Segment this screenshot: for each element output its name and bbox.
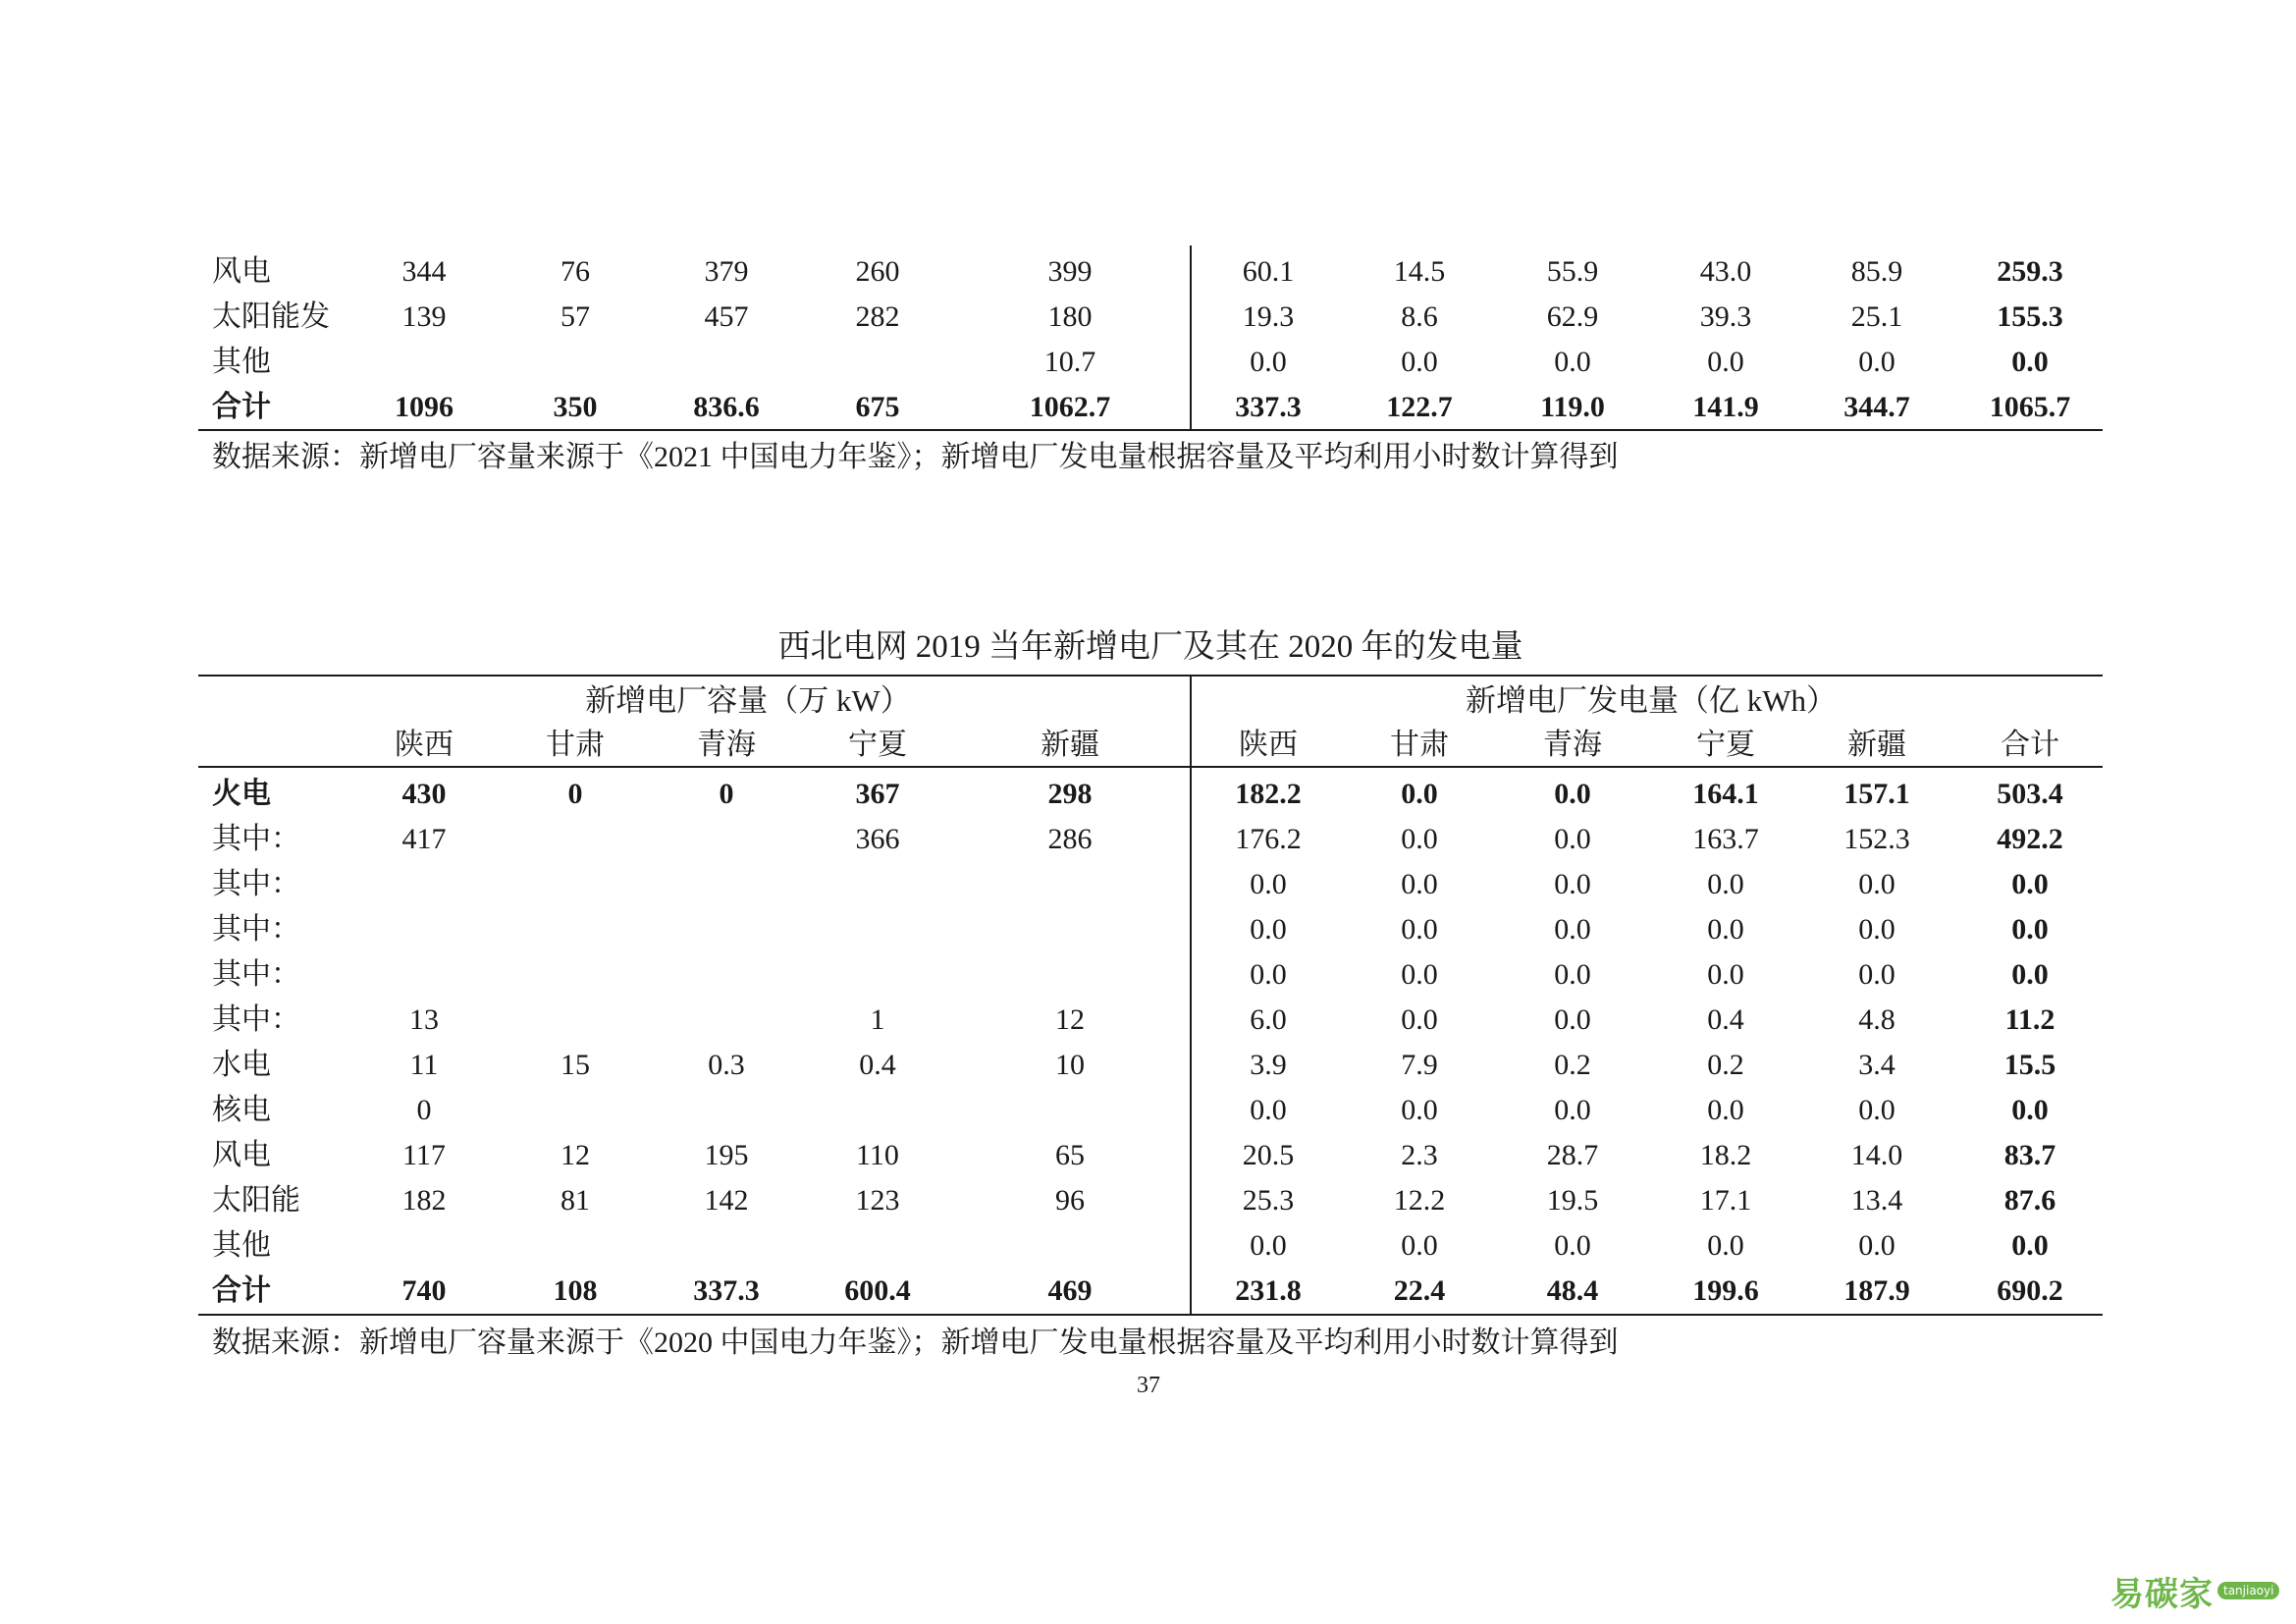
total-cell: 155.3 [1997,300,2063,333]
generation-cell: 119.0 [1540,391,1605,423]
row-label: 火电 [212,778,271,810]
capacity-column-header: 宁夏 [848,729,907,761]
capacity-cell: 117 [402,1139,446,1171]
generation-column-header: 合计 [2001,729,2059,761]
table-2 [198,772,2103,1314]
generation-cell: 28.7 [1546,1139,1599,1171]
row-label: 太阳能 [212,1184,300,1217]
capacity-cell [507,907,644,952]
watermark-text: 易碳家 [2110,1574,2214,1614]
watermark-logo [2110,1567,2279,1614]
capacity-cell: 344 [401,255,447,288]
page-number: 37 [1137,1373,1160,1398]
table-row [198,907,2103,952]
capacity-cell [1001,1223,1139,1269]
generation-cell: 19.3 [1242,300,1295,333]
generation-cell: 2.3 [1401,1139,1438,1171]
capacity-cell [809,1223,946,1269]
generation-cell: 0.0 [1401,1003,1438,1036]
total-cell: 0.0 [2011,346,2049,378]
generation-cell: 8.6 [1401,300,1438,333]
capacity-cell: 12 [1055,1003,1085,1036]
capacity-cell: 13 [409,1003,439,1036]
table-2-source-note: 数据来源：新增电厂容量来源于《2020 中国电力年鉴》；新增电厂发电量根据容量及平均利用小时数计算得到 [212,1326,1619,1359]
generation-cell: 17.1 [1699,1184,1752,1217]
generation-cell: 0.0 [1250,958,1287,991]
generation-column-header: 甘肃 [1390,729,1449,761]
table-row [198,862,2103,907]
capacity-column-header: 青海 [697,729,756,761]
table-row [198,772,2103,817]
table-row [198,1223,2103,1269]
capacity-cell [809,1088,946,1133]
table-row [198,1133,2103,1178]
table-2-top-rule [198,675,2103,677]
generation-cell: 176.2 [1235,823,1302,855]
capacity-cell [809,340,946,385]
generation-cell: 0.0 [1707,1229,1744,1262]
generation-cell: 0.0 [1554,346,1591,378]
generation-cell: 187.9 [1843,1274,1910,1307]
table-1-bottom-rule [198,429,2103,431]
capacity-cell [658,952,795,998]
capacity-cell: 298 [1047,778,1093,810]
generation-cell: 0.0 [1401,346,1438,378]
capacity-cell: 350 [553,391,598,423]
generation-cell: 0.0 [1554,1003,1591,1036]
capacity-cell: 81 [561,1184,590,1217]
generation-cell: 13.4 [1850,1184,1903,1217]
generation-cell: 0.2 [1707,1049,1744,1081]
capacity-cell [355,340,493,385]
capacity-cell [507,998,644,1043]
generation-cell: 182.2 [1235,778,1302,810]
capacity-cell: 96 [1055,1184,1085,1217]
generation-cell: 122.7 [1386,391,1453,423]
table-2-title: 西北电网 2019 当年新增电厂及其在 2020 年的发电量 [777,629,1523,665]
row-label: 其中： [212,1003,300,1036]
row-label: 核电 [212,1094,271,1126]
capacity-cell: 10 [1055,1049,1085,1081]
table-row [198,385,2103,430]
generation-cell: 3.4 [1858,1049,1896,1081]
row-label: 其中： [212,958,300,991]
generation-cell: 0.0 [1858,1094,1896,1126]
generation-cell: 0.0 [1858,1229,1896,1262]
generation-column-header: 青海 [1543,729,1602,761]
generation-cell: 0.0 [1554,778,1591,810]
generation-cell: 0.0 [1401,1094,1438,1126]
generation-cell: 0.0 [1707,1094,1744,1126]
generation-cell: 0.0 [1554,1094,1591,1126]
capacity-cell: 12 [561,1139,590,1171]
total-cell: 0.0 [2011,868,2049,900]
capacity-cell: 286 [1047,823,1093,855]
table-row [198,952,2103,998]
total-cell: 259.3 [1997,255,2063,288]
generation-cell: 60.1 [1242,255,1295,288]
total-cell: 503.4 [1997,778,2063,810]
row-label: 其他 [212,1229,271,1262]
table-2-header-rule [198,766,2103,768]
generation-cell: 0.0 [1401,778,1438,810]
table-row [198,340,2103,385]
table-row [198,1043,2103,1088]
capacity-cell: 600.4 [844,1274,911,1307]
generation-cell: 0.2 [1554,1049,1591,1081]
capacity-cell: 675 [855,391,900,423]
row-label: 太阳能发 [212,300,330,333]
generation-cell: 0.0 [1401,958,1438,991]
total-cell: 11.2 [2004,1003,2056,1036]
table-row [198,249,2103,295]
capacity-cell: 0 [416,1094,432,1126]
capacity-cell: 1062.7 [1029,391,1111,423]
generation-cell: 152.3 [1843,823,1910,855]
capacity-cell: 0.4 [859,1049,896,1081]
table-row [198,998,2103,1043]
generation-cell: 163.7 [1692,823,1759,855]
generation-cell: 19.5 [1546,1184,1599,1217]
capacity-cell: 337.3 [693,1274,760,1307]
total-cell: 15.5 [2003,1049,2056,1081]
generation-cell: 0.0 [1401,913,1438,946]
capacity-cell: 0 [719,778,734,810]
generation-cell: 85.9 [1850,255,1903,288]
capacity-cell [1001,862,1139,907]
table-row [198,295,2103,340]
generation-cell: 25.3 [1242,1184,1295,1217]
generation-cell: 18.2 [1699,1139,1752,1171]
capacity-cell: 740 [401,1274,447,1307]
total-cell: 0.0 [2011,1229,2049,1262]
capacity-cell [355,907,493,952]
generation-column-header: 陕西 [1239,729,1298,761]
capacity-cell: 457 [704,300,749,333]
capacity-cell: 367 [855,778,900,810]
generation-cell: 43.0 [1699,255,1752,288]
generation-cell: 48.4 [1546,1274,1599,1307]
row-label: 其中： [212,913,300,946]
capacity-cell: 399 [1047,255,1093,288]
generation-cell: 12.2 [1393,1184,1446,1217]
capacity-cell [507,1088,644,1133]
capacity-cell: 0 [567,778,583,810]
generation-cell: 0.0 [1250,868,1287,900]
generation-cell: 0.4 [1707,1003,1744,1036]
capacity-cell: 123 [855,1184,900,1217]
generation-cell: 6.0 [1250,1003,1287,1036]
generation-cell: 0.0 [1554,868,1591,900]
capacity-cell: 417 [401,823,447,855]
total-cell: 690.2 [1997,1274,2063,1307]
row-label: 合计 [212,1274,271,1307]
capacity-cell: 195 [704,1139,749,1171]
generation-cell: 0.0 [1250,1094,1287,1126]
generation-cell: 344.7 [1843,391,1910,423]
watermark-subtext: tanjiaoyi [2217,1582,2279,1599]
table-2-bottom-rule [198,1314,2103,1316]
row-label: 合计 [212,391,271,423]
total-cell: 492.2 [1997,823,2063,855]
generation-cell: 20.5 [1242,1139,1295,1171]
generation-cell: 0.0 [1554,823,1591,855]
capacity-cell: 180 [1047,300,1093,333]
capacity-cell: 139 [401,300,447,333]
capacity-cell: 836.6 [693,391,760,423]
capacity-column-header: 陕西 [395,729,454,761]
generation-cell: 0.0 [1554,958,1591,991]
capacity-cell: 57 [561,300,590,333]
capacity-cell: 1 [870,1003,885,1036]
generation-cell: 0.0 [1401,1229,1438,1262]
generation-cell: 0.0 [1858,913,1896,946]
total-cell: 1065.7 [1989,391,2071,423]
total-cell: 0.0 [2011,958,2049,991]
capacity-cell [809,907,946,952]
row-label: 其中： [212,868,300,900]
capacity-cell: 260 [855,255,900,288]
capacity-cell: 65 [1055,1139,1085,1171]
capacity-cell [809,862,946,907]
capacity-cell [507,862,644,907]
capacity-cell [507,817,644,862]
generation-cell: 0.0 [1707,346,1744,378]
generation-cell: 337.3 [1235,391,1302,423]
generation-cell: 25.1 [1850,300,1903,333]
capacity-cell: 76 [561,255,590,288]
generation-cell: 62.9 [1546,300,1599,333]
generation-cell: 0.0 [1858,868,1896,900]
capacity-cell: 108 [553,1274,598,1307]
capacity-cell [658,998,795,1043]
total-cell: 0.0 [2011,1094,2049,1126]
capacity-cell: 366 [855,823,900,855]
capacity-cell: 1096 [395,391,454,423]
generation-column-header: 宁夏 [1696,729,1755,761]
generation-cell: 0.0 [1707,958,1744,991]
capacity-cell: 10.7 [1043,346,1096,378]
table-2-column-headers [198,723,2103,768]
generation-cell: 22.4 [1393,1274,1446,1307]
capacity-cell: 142 [704,1184,749,1217]
generation-cell: 0.0 [1858,346,1896,378]
row-label: 风电 [212,1139,271,1171]
generation-cell: 4.8 [1858,1003,1896,1036]
capacity-cell: 182 [401,1184,447,1217]
generation-cell: 0.0 [1554,913,1591,946]
table-row [198,817,2103,862]
generation-cell: 141.9 [1692,391,1759,423]
generation-cell: 0.0 [1250,1229,1287,1262]
capacity-cell [809,952,946,998]
generation-cell: 0.0 [1250,913,1287,946]
capacity-cell [658,1223,795,1269]
capacity-cell [658,1088,795,1133]
capacity-column-header: 甘肃 [546,729,605,761]
generation-cell: 0.0 [1707,913,1744,946]
capacity-cell: 15 [561,1049,590,1081]
generation-cell: 14.5 [1393,255,1446,288]
generation-cell: 55.9 [1546,255,1599,288]
generation-cell: 14.0 [1850,1139,1903,1171]
generation-cell: 0.0 [1401,823,1438,855]
table-row [198,1088,2103,1133]
capacity-cell [658,340,795,385]
capacity-cell [1001,907,1139,952]
table-1 [198,249,2103,432]
capacity-cell [355,862,493,907]
generation-cell: 231.8 [1235,1274,1302,1307]
capacity-cell [355,1223,493,1269]
capacity-cell [658,817,795,862]
capacity-cell: 282 [855,300,900,333]
table-row [198,1178,2103,1223]
capacity-cell [1001,1088,1139,1133]
table-1-source-note: 数据来源：新增电厂容量来源于《2021 中国电力年鉴》；新增电厂发电量根据容量及平均利用小时数计算得到 [212,441,1619,473]
capacity-group-header: 新增电厂容量（万 kW） [585,683,911,718]
row-label: 其他 [212,346,271,378]
generation-cell: 0.0 [1401,868,1438,900]
table-2-divider [1190,675,1192,1315]
generation-cell: 3.9 [1250,1049,1287,1081]
capacity-cell [507,1223,644,1269]
capacity-cell [658,862,795,907]
row-label: 其中： [212,823,300,855]
generation-cell: 0.0 [1858,958,1896,991]
generation-column-header: 新疆 [1847,729,1906,761]
generation-group-header: 新增电厂发电量（亿 kWh） [1465,683,1837,718]
capacity-cell [507,340,644,385]
capacity-cell [355,952,493,998]
table-1-divider [1190,245,1192,430]
total-cell: 83.7 [2003,1139,2056,1171]
generation-cell: 0.0 [1707,868,1744,900]
capacity-column-header: 新疆 [1041,729,1099,761]
generation-cell: 164.1 [1692,778,1759,810]
capacity-cell: 469 [1047,1274,1093,1307]
generation-cell: 0.0 [1250,346,1287,378]
total-cell: 87.6 [2003,1184,2056,1217]
table-row [198,1269,2103,1314]
generation-cell: 7.9 [1401,1049,1438,1081]
capacity-cell: 11 [409,1049,439,1081]
capacity-cell [507,952,644,998]
generation-cell: 0.0 [1554,1229,1591,1262]
generation-cell: 157.1 [1843,778,1910,810]
capacity-cell [658,907,795,952]
total-cell: 0.0 [2011,913,2049,946]
capacity-cell: 379 [704,255,749,288]
generation-cell: 199.6 [1692,1274,1759,1307]
generation-cell: 39.3 [1699,300,1752,333]
row-label: 水电 [212,1049,271,1081]
capacity-cell: 110 [856,1139,899,1171]
row-label: 风电 [212,255,271,288]
capacity-cell: 430 [401,778,447,810]
capacity-cell: 0.3 [708,1049,745,1081]
capacity-cell [1001,952,1139,998]
